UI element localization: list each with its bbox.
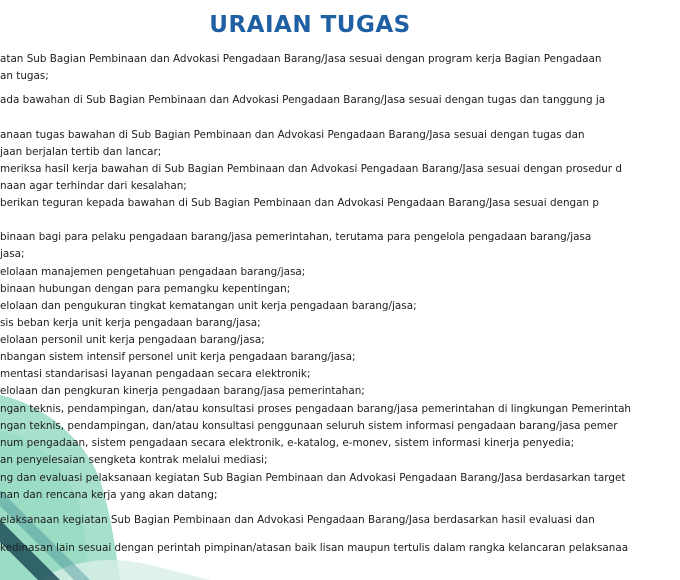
task-line: elaksanaan kegiatan Sub Bagian Pembinaan dan Advokasi Pengadaan Barang/Jasa berdasarkan hasil evaluasi dan xyxy=(0,514,595,526)
task-line: elolaan personil unit kerja pengadaan barang/jasa; xyxy=(0,334,265,346)
task-line: elolaan dan pengukuran tingkat kematangan unit kerja pengadaan barang/jasa; xyxy=(0,300,417,312)
task-line: num pengadaan, sistem pengadaan secara elektronik, e-katalog, e-monev, sistem informasi kinerja penyedia; xyxy=(0,437,575,449)
task-line: nbangan sistem intensif personel unit kerja pengadaan barang/jasa; xyxy=(0,351,356,363)
task-line: meriksa hasil kerja bawahan di Sub Bagian Pembinaan dan Advokasi Pengadaan Barang/Jasa sesuai dengan prosedur d xyxy=(0,163,622,175)
task-line: an tugas; xyxy=(0,70,49,82)
task-line: mentasi standarisasi layanan pengadaan secara elektronik; xyxy=(0,368,311,380)
page-title: URAIAN TUGAS xyxy=(209,12,411,38)
task-line: an penyelesaian sengketa kontrak melalui mediasi; xyxy=(0,454,268,466)
task-line: binaan bagi para pelaku pengadaan barang/jasa pemerintahan, terutama para pengelola pengadaan barang/jasa xyxy=(0,231,592,243)
task-line: nan dan rencana kerja yang akan datang; xyxy=(0,489,218,501)
task-line: jaan berjalan tertib dan lancar; xyxy=(0,146,162,158)
task-line: naan agar terhindar dari kesalahan; xyxy=(0,180,187,192)
task-line: sis beban kerja unit kerja pengadaan barang/jasa; xyxy=(0,317,261,329)
task-line: ada bawahan di Sub Bagian Pembinaan dan Advokasi Pengadaan Barang/Jasa sesuai dengan tugas dan tanggung ja xyxy=(0,94,606,106)
task-line: elolaan manajemen pengetahuan pengadaan barang/jasa; xyxy=(0,266,306,278)
task-line: atan Sub Bagian Pembinaan dan Advokasi Pengadaan Barang/Jasa sesuai dengan program kerja Bagian Pengadaan xyxy=(0,53,602,65)
task-line: elolaan dan pengkuran kinerja pengadaan barang/jasa pemerintahan; xyxy=(0,385,365,397)
task-line: berikan teguran kepada bawahan di Sub Bagian Pembinaan dan Advokasi Pengadaan Barang/Jasa sesuai dengan p xyxy=(0,197,600,209)
task-line: kedinasan lain sesuai dengan perintah pimpinan/atasan baik lisan maupun tertulis dalam rangka kelancaran pelaksanaa xyxy=(0,542,629,554)
task-line: ngan teknis, pendampingan, dan/atau konsultasi proses pengadaan barang/jasa pemerintahan di lingkungan Pemerintah xyxy=(0,403,632,415)
task-line: jasa; xyxy=(0,248,25,260)
task-line: ng dan evaluasi pelaksanaan kegiatan Sub Bagian Pembinaan dan Advokasi Pengadaan Barang/Jasa berdasarkan target xyxy=(0,472,626,484)
task-line: anaan tugas bawahan di Sub Bagian Pembinaan dan Advokasi Pengadaan Barang/Jasa sesuai dengan tugas dan xyxy=(0,129,585,141)
task-line: binaan hubungan dengan para pemangku kepentingan; xyxy=(0,283,291,295)
task-line: ngan teknis, pendampingan, dan/atau konsultasi penggunaan seluruh sistem informasi pengadaan barang/jasa pemer xyxy=(0,420,618,432)
